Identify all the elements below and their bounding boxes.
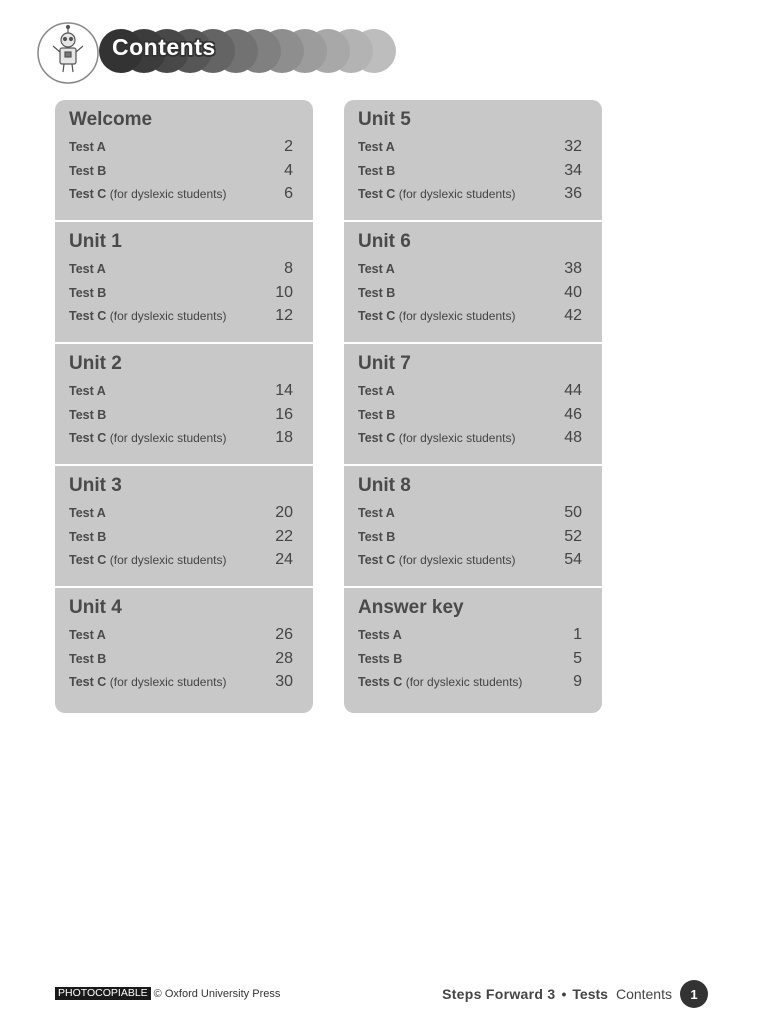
toc-section	[344, 222, 602, 344]
row-label	[69, 530, 106, 544]
page-number: 26	[275, 626, 293, 643]
toc-row	[69, 551, 293, 575]
bullet-separator: •	[561, 986, 567, 1002]
page-number: 14	[275, 382, 293, 399]
test-name: Test B	[69, 163, 107, 178]
test-note: (for dyslexic students)	[109, 309, 227, 323]
page-number: 2	[284, 138, 293, 155]
toc-row	[358, 673, 582, 697]
test-name: Test C	[358, 309, 396, 323]
row-label	[69, 164, 106, 178]
toc-row	[358, 406, 582, 430]
toc-section	[55, 588, 313, 713]
toc-row	[69, 528, 293, 552]
test-name: Test A	[358, 140, 395, 154]
toc-row	[358, 626, 582, 650]
row-label	[69, 309, 226, 323]
toc-row	[358, 429, 582, 453]
copyright-text: © Oxford University Press	[153, 987, 281, 1000]
row-label	[358, 553, 515, 567]
test-name: Test C	[358, 553, 396, 567]
row-label	[358, 384, 395, 398]
test-name: Tests A	[358, 628, 402, 642]
toc-row	[69, 307, 293, 331]
toc-row	[358, 185, 582, 209]
toc-row	[69, 382, 293, 406]
page-number: 36	[564, 185, 582, 202]
row-label	[358, 140, 395, 154]
page-number: 10	[275, 283, 293, 301]
section-title: Answer key	[358, 597, 464, 618]
test-note: (for dyslexic students)	[398, 309, 516, 323]
section-title: Unit 3	[69, 475, 122, 496]
row-label	[69, 431, 226, 445]
test-name: Test B	[358, 163, 396, 178]
row-label	[358, 628, 402, 642]
toc-row	[358, 162, 582, 186]
header-banner-graphic	[36, 22, 406, 84]
test-note: (for dyslexic students)	[109, 675, 227, 689]
test-note: (for dyslexic students)	[109, 431, 227, 445]
test-note: (for dyslexic students)	[398, 187, 516, 201]
toc-row	[358, 504, 582, 528]
row-label	[69, 652, 106, 666]
row-label	[69, 506, 106, 520]
toc-row	[358, 260, 582, 284]
toc-section	[55, 100, 313, 222]
test-name: Test C	[69, 431, 107, 445]
test-name: Test B	[69, 285, 107, 300]
photocopiable-badge: PHOTOCOPIABLE	[55, 987, 151, 1000]
row-label	[358, 530, 395, 544]
toc-row	[69, 162, 293, 186]
row-label	[69, 187, 226, 201]
toc-row	[69, 504, 293, 528]
test-name: Test B	[69, 529, 107, 544]
test-name: Test C	[358, 187, 396, 201]
page-number: 44	[564, 382, 582, 399]
toc-row	[69, 284, 293, 308]
section-title: Unit 1	[69, 231, 122, 252]
row-label	[358, 408, 395, 422]
footer-copyright	[55, 987, 280, 1000]
test-name: Tests B	[358, 651, 403, 666]
row-label	[69, 628, 106, 642]
test-name: Test C	[69, 309, 107, 323]
row-label	[69, 140, 106, 154]
page-number: 48	[564, 429, 582, 446]
page-title: Contents	[112, 34, 216, 60]
test-name: Test B	[69, 407, 107, 422]
test-name: Test A	[69, 628, 106, 642]
page-number: 4	[284, 161, 293, 179]
toc-row	[69, 406, 293, 430]
test-name: Test C	[358, 431, 396, 445]
row-label	[69, 286, 106, 300]
row-label	[358, 309, 515, 323]
test-name: Test A	[69, 140, 106, 154]
contents-column-left	[55, 100, 313, 713]
toc-row	[358, 307, 582, 331]
test-name: Test A	[358, 384, 395, 398]
row-label	[358, 187, 515, 201]
book-title: Steps Forward 3	[442, 986, 556, 1002]
test-name: Test B	[358, 285, 396, 300]
page-number: 46	[564, 405, 582, 423]
page-number: 24	[275, 551, 293, 568]
page-number: 40	[564, 283, 582, 301]
test-name: Test C	[69, 553, 107, 567]
toc-row	[358, 382, 582, 406]
section-title: Unit 6	[358, 231, 411, 252]
test-note: (for dyslexic students)	[109, 187, 227, 201]
test-name: Test A	[358, 506, 395, 520]
toc-section	[55, 466, 313, 588]
row-label	[358, 431, 515, 445]
section-title: Unit 8	[358, 475, 411, 496]
toc-row	[69, 138, 293, 162]
test-note: (for dyslexic students)	[405, 675, 523, 689]
test-name: Test B	[69, 651, 107, 666]
toc-row	[69, 260, 293, 284]
toc-row	[69, 650, 293, 674]
page-number: 8	[284, 260, 293, 277]
page-number: 22	[275, 527, 293, 545]
test-name: Test B	[358, 529, 396, 544]
test-name: Tests C	[358, 675, 403, 689]
row-label	[358, 652, 402, 666]
page-number: 9	[573, 673, 582, 690]
row-label	[69, 553, 226, 567]
test-note: (for dyslexic students)	[398, 553, 516, 567]
row-label	[69, 262, 106, 276]
row-label	[358, 262, 395, 276]
page-number: 16	[275, 405, 293, 423]
footer-book-info	[442, 980, 708, 1008]
test-name: Test C	[69, 675, 107, 689]
toc-row	[358, 284, 582, 308]
toc-row	[358, 650, 582, 674]
row-label	[69, 384, 106, 398]
toc-row	[69, 185, 293, 209]
page-number: 34	[564, 161, 582, 179]
page-number: 1	[573, 626, 582, 643]
row-label	[69, 675, 226, 689]
test-note: (for dyslexic students)	[109, 553, 227, 567]
section-title: Unit 4	[69, 597, 122, 618]
contents-column-right	[344, 100, 602, 713]
toc-row	[358, 528, 582, 552]
footer-section-name: Contents	[615, 986, 672, 1002]
page-number: 6	[284, 185, 293, 202]
toc-row	[69, 673, 293, 697]
contents-header	[36, 22, 406, 84]
test-note: (for dyslexic students)	[398, 431, 516, 445]
book-part: Tests	[572, 986, 608, 1002]
page-number: 20	[275, 504, 293, 521]
test-name: Test A	[69, 506, 106, 520]
row-label	[358, 675, 522, 689]
page-number: 30	[275, 673, 293, 690]
test-name: Test A	[69, 384, 106, 398]
row-label	[69, 408, 106, 422]
toc-row	[69, 626, 293, 650]
toc-row	[358, 551, 582, 575]
row-label	[358, 286, 395, 300]
page-number: 5	[573, 649, 582, 667]
toc-section	[344, 588, 602, 713]
test-name: Test B	[358, 407, 396, 422]
page-number: 28	[275, 649, 293, 667]
test-name: Test C	[69, 187, 107, 201]
toc-row	[69, 429, 293, 453]
toc-section	[55, 222, 313, 344]
page-number: 12	[275, 307, 293, 324]
section-title: Unit 5	[358, 109, 411, 130]
page-number: 52	[564, 527, 582, 545]
row-label	[358, 506, 395, 520]
row-label	[358, 164, 395, 178]
page-number: 38	[564, 260, 582, 277]
page-number: 18	[275, 429, 293, 446]
section-title: Unit 7	[358, 353, 411, 374]
section-title: Unit 2	[69, 353, 122, 374]
page-number-badge: 1	[680, 980, 708, 1008]
section-title: Welcome	[69, 109, 153, 130]
test-name: Test A	[69, 262, 106, 276]
toc-section	[55, 344, 313, 466]
toc-section	[344, 466, 602, 588]
toc-section	[344, 100, 602, 222]
toc-section	[344, 344, 602, 466]
page-number: 50	[564, 504, 582, 521]
toc-row	[358, 138, 582, 162]
page-number: 54	[564, 551, 582, 568]
page-number: 42	[564, 307, 582, 324]
test-name: Test A	[358, 262, 395, 276]
page-number: 32	[564, 138, 582, 155]
